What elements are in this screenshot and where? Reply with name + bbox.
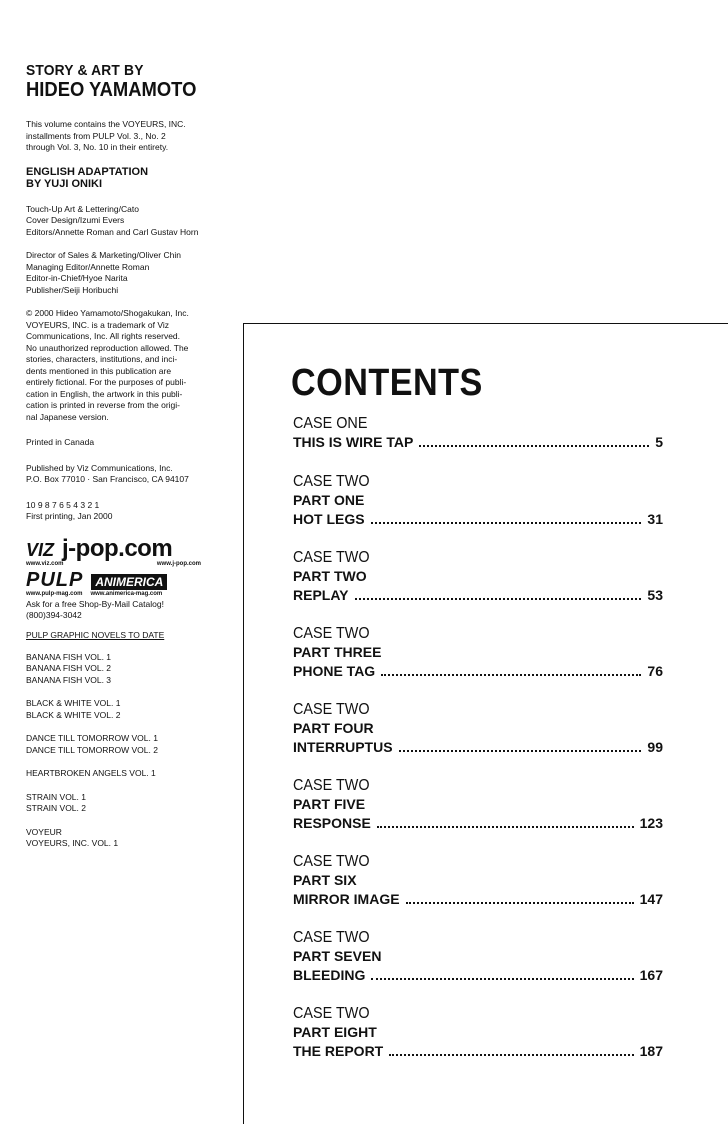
pulp-logo: PULP xyxy=(26,568,84,591)
viz-url: www.viz.com xyxy=(26,560,64,567)
toc-entry xyxy=(293,700,663,757)
staff-credits: Touch-Up Art & Lettering/Cato Cover Design/Izumi Evers Editors/Annette Roman and Carl Gustav Horn xyxy=(26,203,199,237)
toc-line xyxy=(293,510,663,529)
toc-entry xyxy=(293,414,663,452)
toc-page: 31 xyxy=(647,511,663,527)
catalog-offer: Ask for a free Shop-By-Mail Catalog! (800)394-3042 xyxy=(26,598,164,620)
toc-title: THIS IS WIRE TAP xyxy=(293,434,414,450)
toc-line xyxy=(293,1042,663,1061)
novels-heading: PULP GRAPHIC NOVELS TO DATE xyxy=(26,629,165,640)
toc-part: PART FOUR xyxy=(293,720,374,736)
toc-leader xyxy=(419,445,649,447)
toc-part: PART TWO xyxy=(293,568,367,584)
credits-column xyxy=(26,62,231,850)
toc-case: CASE TWO xyxy=(293,853,370,870)
toc-leader xyxy=(406,902,634,904)
novel-group: STRAIN VOL. 1 STRAIN VOL. 2 xyxy=(26,791,86,813)
animerica-logo: ANIMERICA xyxy=(91,574,167,590)
toc-case: CASE TWO xyxy=(293,777,370,794)
toc-part: PART SEVEN xyxy=(293,948,382,964)
toc-case: CASE TWO xyxy=(293,1005,370,1022)
toc-case: CASE TWO xyxy=(293,549,370,566)
author-name: HIDEO YAMAMOTO xyxy=(26,79,197,101)
toc-case: CASE TWO xyxy=(293,701,370,718)
toc-line xyxy=(293,586,663,605)
toc-page: 147 xyxy=(639,891,663,907)
publisher-address: Published by Viz Communications, Inc. P.O. Box 77010 · San Francisco, CA 94107 xyxy=(26,462,189,484)
toc-leader xyxy=(389,1054,633,1056)
publisher-logos xyxy=(26,535,231,597)
toc-title: BLEEDING xyxy=(293,967,366,983)
toc-page: 167 xyxy=(639,967,663,983)
toc-case: CASE ONE xyxy=(293,415,368,432)
animerica-url: www.animerica-mag.com xyxy=(90,590,163,597)
viz-logo: VIZ xyxy=(26,539,55,560)
jpop-url: www.j-pop.com xyxy=(156,560,201,567)
toc-line xyxy=(293,814,663,833)
toc-leader xyxy=(371,978,633,980)
toc-leader xyxy=(399,750,642,752)
toc-page: 76 xyxy=(647,663,663,679)
novel-group: DANCE TILL TOMORROW VOL. 1 DANCE TILL TOMORROW VOL. 2 xyxy=(26,733,158,755)
volume-note: This volume contains the VOYEURS, INC. installments from PULP Vol. 3., No. 2 through Vol. 3, No. 10 in their entirety. xyxy=(26,119,186,152)
toc-leader xyxy=(371,522,642,524)
toc-entry xyxy=(293,1004,663,1061)
toc-case: CASE TWO xyxy=(293,625,370,642)
toc-line xyxy=(293,890,663,909)
toc-entry xyxy=(293,852,663,909)
toc-title: INTERRUPTUS xyxy=(293,739,393,755)
toc-page: 99 xyxy=(647,739,663,755)
jpop-logo: j-pop.com xyxy=(62,534,173,562)
printed-in: Printed in Canada xyxy=(26,437,95,447)
novel-group: BANANA FISH VOL. 1 BANANA FISH VOL. 2 BANANA FISH VOL. 3 xyxy=(26,651,112,685)
toc-part: PART ONE xyxy=(293,492,365,508)
novel-group: BLACK & WHITE VOL. 1 BLACK & WHITE VOL. 2 xyxy=(26,698,121,720)
toc-line xyxy=(293,662,663,681)
toc-entry xyxy=(293,928,663,985)
toc-leader xyxy=(377,826,634,828)
copyright-notice: © 2000 Hideo Yamamoto/Shogakukan, Inc. VOYEURS, INC. is a trademark of Viz Communications, Inc. All rights reserved. No unauthorized reproduction allowed. The stories, characters, institutions, and inci- dents mentioned in this publication are entirely fictional. For the purposes of publi- cation in English, the artwork in this publi- cation is printed in reverse from the origi- nal Japanese version. xyxy=(26,308,189,422)
toc-title: MIRROR IMAGE xyxy=(293,891,400,907)
toc-leader xyxy=(355,598,642,600)
toc-entry xyxy=(293,776,663,833)
toc-case: CASE TWO xyxy=(293,929,370,946)
toc-leader xyxy=(381,674,641,676)
novel-group: HEARTBROKEN ANGELS VOL. 1 xyxy=(26,768,156,778)
toc-case: CASE TWO xyxy=(293,473,370,490)
toc-title: HOT LEGS xyxy=(293,511,365,527)
toc-part: PART FIVE xyxy=(293,796,366,812)
toc-page: 53 xyxy=(647,587,663,603)
english-adaptation: ENGLISH ADAPTATION BY YUJI ONIKI xyxy=(26,165,149,190)
toc-title: THE REPORT xyxy=(293,1043,384,1059)
management-credits: Director of Sales & Marketing/Oliver Chin Managing Editor/Annette Roman Editor-in-Chief/Hyoe Narita Publisher/Seiji Horibuchi xyxy=(26,250,181,295)
toc-part: PART EIGHT xyxy=(293,1024,377,1040)
toc-page: 123 xyxy=(639,815,663,831)
toc-line xyxy=(293,433,663,452)
toc-entry xyxy=(293,624,663,681)
toc-page: 5 xyxy=(655,434,663,450)
novel-group: VOYEUR VOYEURS, INC. VOL. 1 xyxy=(26,826,119,848)
toc-page: 187 xyxy=(639,1043,663,1059)
toc-part: PART THREE xyxy=(293,644,382,660)
pulp-url: www.pulp-mag.com xyxy=(26,590,83,597)
toc-entry xyxy=(293,472,663,529)
toc-line xyxy=(293,966,663,985)
toc-line xyxy=(293,738,663,757)
contents-title: CONTENTS xyxy=(291,362,483,404)
toc-title: PHONE TAG xyxy=(293,663,376,679)
story-art-label: STORY & ART BY xyxy=(26,62,144,79)
toc-title: RESPONSE xyxy=(293,815,371,831)
toc-part: PART SIX xyxy=(293,872,357,888)
printing-info: 10 9 8 7 6 5 4 3 2 1 First printing, Jan 2000 xyxy=(26,499,113,521)
toc-entry xyxy=(293,548,663,605)
toc-title: REPLAY xyxy=(293,587,349,603)
